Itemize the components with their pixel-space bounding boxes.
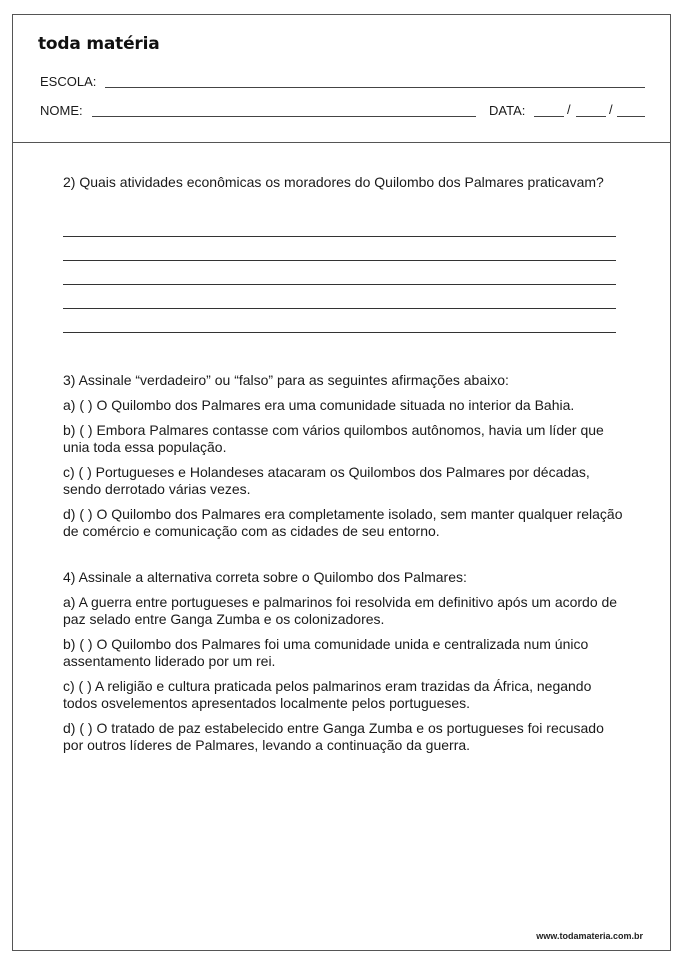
footer-website[interactable]: www.todamateria.com.br bbox=[536, 931, 643, 941]
date-label: DATA: bbox=[489, 103, 526, 118]
date-day-field[interactable] bbox=[534, 116, 564, 117]
answer-line[interactable] bbox=[63, 260, 616, 261]
answer-line[interactable] bbox=[63, 236, 616, 237]
question-4-option-c[interactable]: c) ( ) A religião e cultura praticada pelos palmarinos eram trazidas da África, negando todos osvelementos apresentados localmente pelos portugueses. bbox=[63, 678, 592, 711]
date-separator: / bbox=[609, 102, 613, 117]
answer-line[interactable] bbox=[63, 332, 616, 333]
answer-line[interactable] bbox=[63, 284, 616, 285]
header-divider bbox=[12, 142, 671, 143]
date-month-field[interactable] bbox=[576, 116, 606, 117]
date-separator: / bbox=[567, 102, 571, 117]
question-2-text: 2) Quais atividades econômicas os moradores do Quilombo dos Palmares praticavam? bbox=[63, 174, 604, 190]
name-field[interactable] bbox=[92, 116, 476, 117]
question-3-option-a[interactable]: a) ( ) O Quilombo dos Palmares era uma comunidade situada no interior da Bahia. bbox=[63, 397, 575, 413]
question-4-text: 4) Assinale a alternativa correta sobre o Quilombo dos Palmares: bbox=[63, 569, 467, 585]
question-3-option-b[interactable]: b) ( ) Embora Palmares contasse com vários quilombos autônomos, havia um líder que unia toda essa população. bbox=[63, 422, 604, 455]
name-label: NOME: bbox=[40, 103, 83, 118]
question-4-option-a[interactable]: a) A guerra entre portugueses e palmarinos foi resolvida em definitivo após um acordo de paz selado entre Ganga Zumba e os colonizadores. bbox=[63, 594, 618, 627]
question-3-option-d[interactable]: d) ( ) O Quilombo dos Palmares era completamente isolado, sem manter qualquer relação de comércio e comunicação com as cidades de seu entorno. bbox=[63, 506, 623, 539]
question-3-option-c[interactable]: c) ( ) Portugueses e Holandeses atacaram os Quilombos dos Palmares por décadas, sendo derrotado várias vezes. bbox=[63, 464, 590, 497]
question-2 bbox=[63, 171, 623, 194]
school-label: ESCOLA: bbox=[40, 74, 97, 89]
school-field[interactable] bbox=[105, 87, 645, 88]
question-4-option-b[interactable]: b) ( ) O Quilombo dos Palmares foi uma comunidade unida e centralizada num único assentamento liderado por um rei. bbox=[63, 636, 589, 669]
question-3-text: 3) Assinale “verdadeiro” ou “falso” para as seguintes afirmações abaixo: bbox=[63, 372, 509, 388]
question-3 bbox=[63, 372, 623, 540]
answer-line[interactable] bbox=[63, 308, 616, 309]
date-year-field[interactable] bbox=[617, 116, 645, 117]
brand-logo: toda matéria bbox=[38, 34, 160, 54]
question-4 bbox=[63, 569, 623, 754]
question-4-option-d[interactable]: d) ( ) O tratado de paz estabelecido entre Ganga Zumba e os portugueses foi recusado por outros líderes de Palmares, levando a continuação da guerra. bbox=[63, 720, 604, 753]
